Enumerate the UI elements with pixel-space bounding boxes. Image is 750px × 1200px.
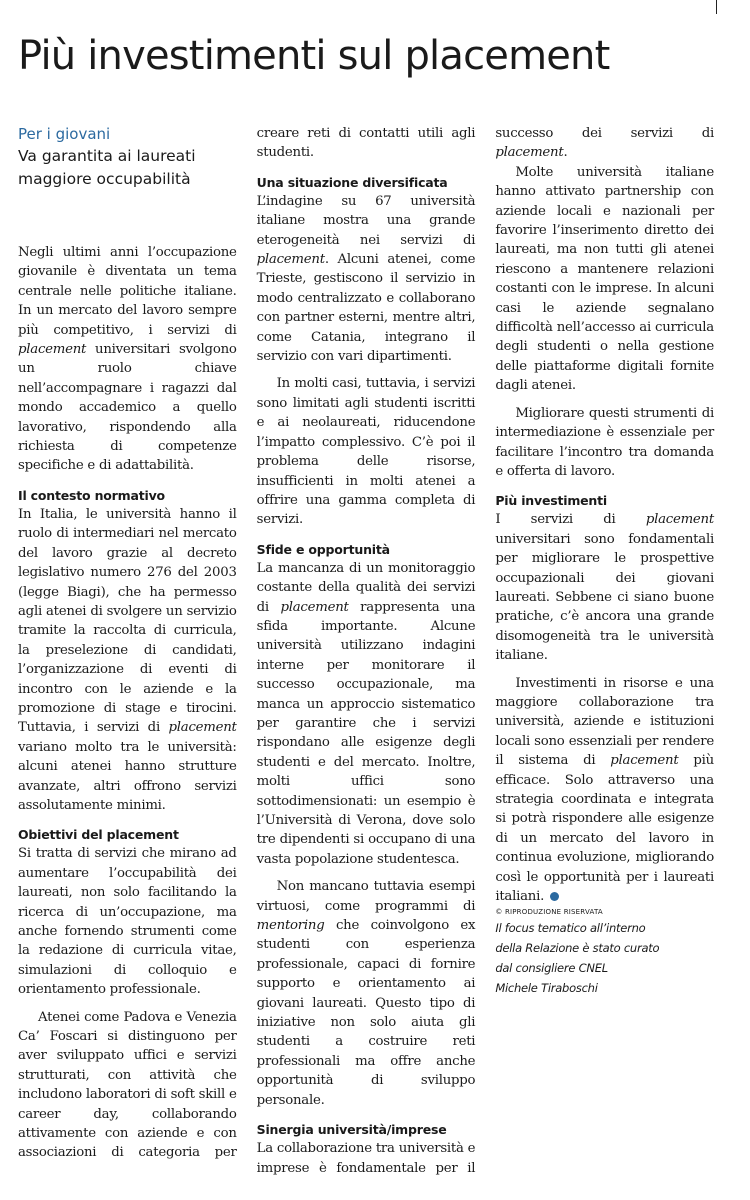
situazione-heading: Una situazione diversificata <box>256 174 448 190</box>
obiettivi-text-2: Atenei come Padova e Venezia Ca’ Foscari si distinguono per aver sviluppato uffici e servizi strutturati, con attività che includono laboratori di soft skill e career day, collaborando attivamente con aziende e con associazioni di categoria per creare reti di contatti utili agli studenti. <box>18 126 476 1161</box>
contesto-text: In Italia, le università hanno il ruolo di intermediari nel mercato del lavoro grazie al decreto legislativo numero 276 del 2003 (legge Biagi), che ha permesso agli atenei di svolgere un servizio tramite la raccolta di curricula, la preselezione di candidati, l’organizzazione di eventi di incontro con le aziende e la promozione di stage e tirocini. Tuttavia, i servizi di placement variano molto tra le università: alcuni atenei hanno strutture avanzate, altri offrono servizi assolutamente minimi. <box>18 506 237 813</box>
article-footer <box>495 906 714 998</box>
credit-line-4: Michele Tiraboschi <box>495 981 598 996</box>
credit-line-3: dal consigliere CNEL <box>495 961 608 976</box>
article-title: Più investimenti sul placement <box>18 33 610 79</box>
sfide-heading: Sfide e opportunità <box>256 541 390 557</box>
credit-line-2: della Relazione è stato curato <box>495 941 660 956</box>
intro-text: Negli ultimi anni l’occupazione giovanile è diventata un tema centrale nelle politiche italiane. In un mercato del lavoro sempre più competitivo, i servizi di placement universitari svolgono un ruolo chiave nell’accompagnare i ragazzi dal mondo accademico a quello lavorativo, rispondendo alla richiesta di competenze specifiche e di adattabilità. <box>18 245 237 474</box>
sinergia-text-3: Migliorare questi strumenti di intermediazione è essenziale per facilitare l’incontro tra domanda e offerta di lavoro. <box>495 405 714 479</box>
article-body <box>18 124 714 1184</box>
sfide-text-1: La mancanza di un monitoraggio costante della qualità dei servizi di placement rappresenta una sfida importante. Alcune università utilizzano indagini interne per monitorare il successo occupazionale, ma manca un approccio sistematico per garantire che i servizi rispondano alle esigenze degli studenti e del mercato. Inoltre, molti uffici sono sottodimensionati: un esempio è l’Università di Verona, dove solo tre dipendenti si occupano di una vasta popolazione studentesca. <box>256 560 476 867</box>
investimenti-text-2: Investimenti in risorse e una maggiore collaborazione tra università, aziende e istituzioni locali sono essenziali per rendere il sistema di placement più efficace. Solo attraverso una strategia coordinata e integrata si potrà rispondere alle esigenze di un mercato del lavoro in continua evoluzione, migliorando così le opportunità per i laureati italiani. <box>495 675 714 905</box>
situazione-text-1: L’indagine su 67 università italiane mostra una grande eterogeneità nei servizi di placement. Alcuni atenei, come Trieste, gestiscono il servizio in modo centralizzato e collaborano con partner esterni, mentre altri, come Catania, integrano il servizio con vari dipartimenti. <box>256 193 476 365</box>
obiettivi-heading: Obiettivi del placement <box>18 827 179 843</box>
sinergia-text-1: La collaborazione tra università e imprese è fondamentale per il successo dei servizi di placement. <box>256 126 714 1176</box>
investimenti-heading: Più investimenti <box>495 493 607 509</box>
copyright-notice: © RIPRODUZIONE RISERVATA <box>495 908 603 917</box>
sinergia-text-2: Molte università italiane hanno attivato partnership con aziende locali e nazionali per favorire l’inserimento diretto dei laureati, ma non tutti gli atenei riescono a mantenere relazioni costanti con le imprese. In alcuni casi le aziende segnalano difficoltà nell’accesso ai curricula degli studenti o nella gestione delle piattaforme digitali fornite dagli atenei. <box>495 164 714 394</box>
end-mark-icon <box>550 892 559 901</box>
investimenti-text-1: I servizi di placement universitari sono fondamentali per migliorare le prospettive occupazionali dei giovani laureati. Sebbene ci siano buone pratiche, c’è ancora una grande disomogeneità tra le università italiane. <box>495 512 714 664</box>
situazione-text-2: In molti casi, tuttavia, i servizi sono limitati agli studenti iscritti e ai neolaureati, riducendone l’impatto complessivo. C’è poi il problema delle risorse, insufficienti in molti atenei a offrire una gamma completa di servizi. <box>256 376 476 528</box>
sfide-text-2: Non mancano tuttavia esempi virtuosi, come programmi di mentoring che coinvolgono ex studenti con esperienza professionale, capaci di fornire supporto e orientamento ai giovani laureati. Questo tipo di iniziative non solo aiuta gli studenti a costruire reti professionali ma offre anche opportunità di sviluppo personale. <box>256 879 476 1108</box>
credit-line-1: Il focus tematico all’interno <box>495 921 646 936</box>
column-rule <box>716 0 717 14</box>
kicker-flow: Per i giovani <box>18 125 111 143</box>
subtitle-flow: Va garantita ai laureati maggiore occupabilità <box>18 147 196 188</box>
contesto-heading: Il contesto normativo <box>18 487 165 503</box>
sinergia-heading: Sinergia università/imprese <box>256 1122 447 1138</box>
obiettivi-text-1: Si tratta di servizi che mirano ad aumentare l’occupabilità dei laureati, non solo facilitando la ricerca di un’occupazione, ma anche fornendo strumenti come la redazione di curricula vitae, simulazioni di colloquio e orientamento professionale. <box>18 846 237 998</box>
